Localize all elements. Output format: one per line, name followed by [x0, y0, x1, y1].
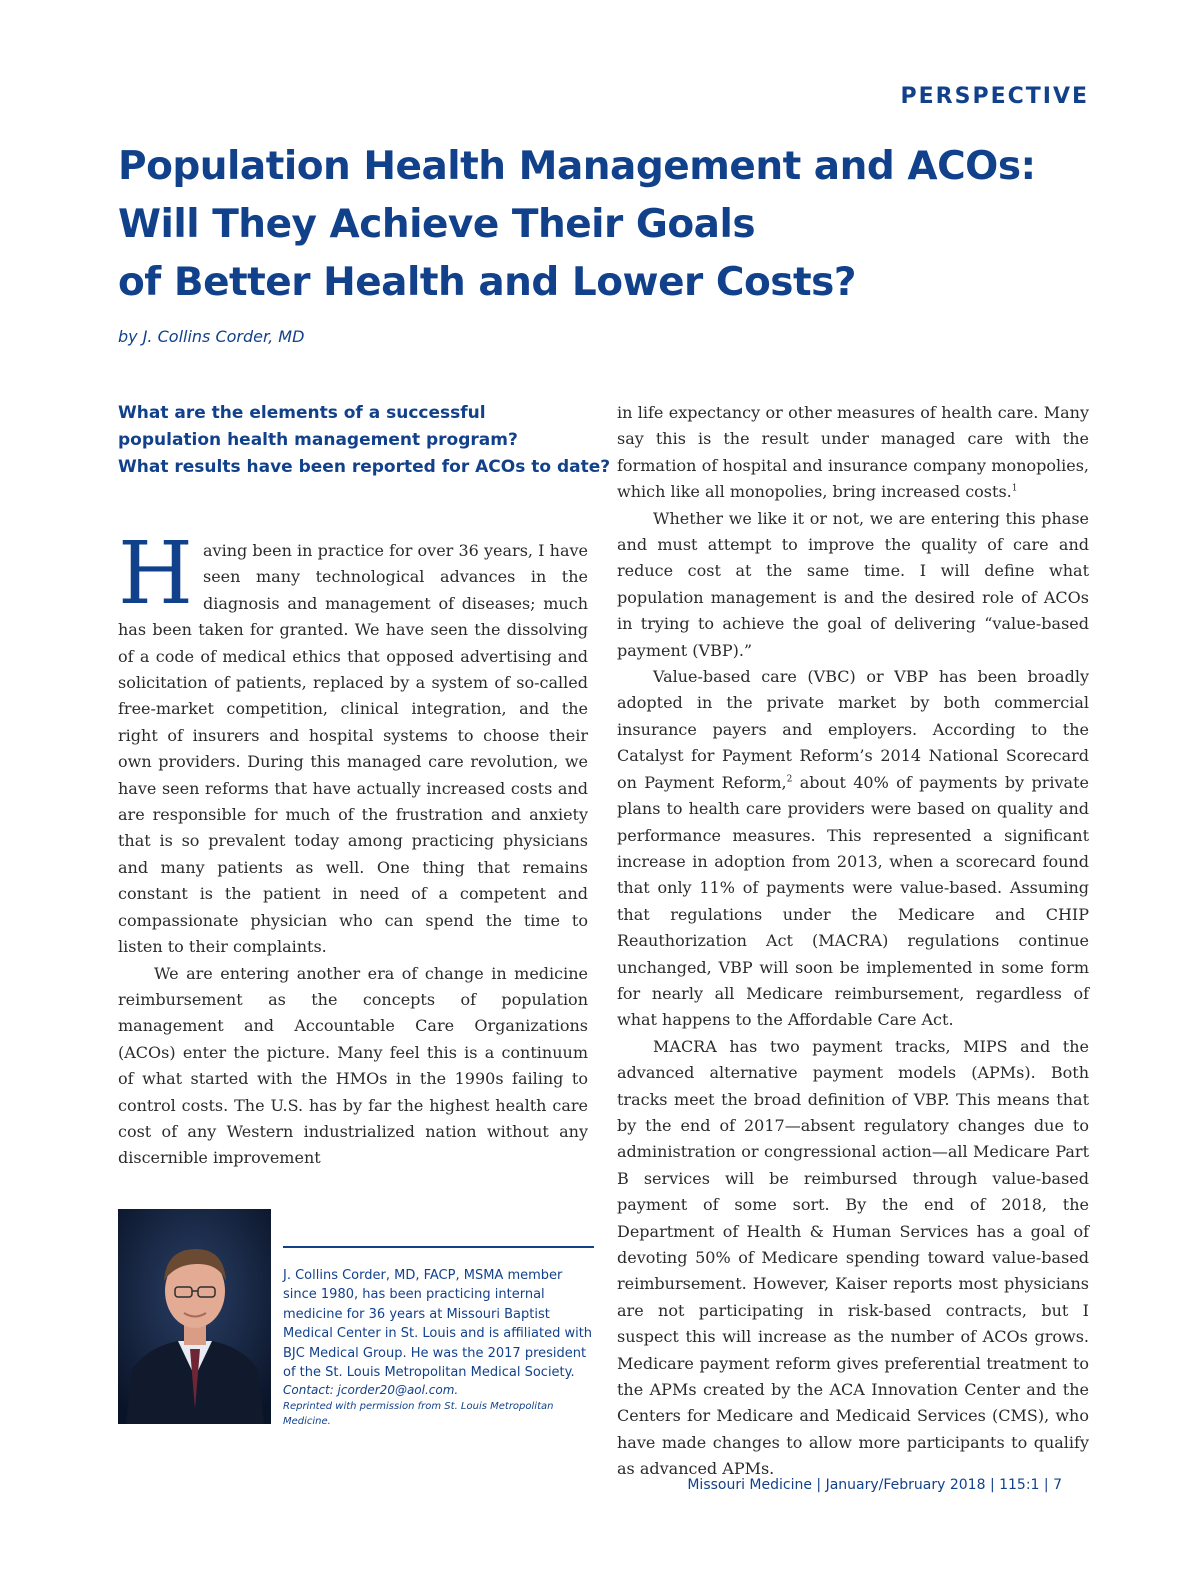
paragraph-text: Value-based care (VBC) or VBP has been broadly adopted in the private market by both commercial insurance payers and employers. According to the Catalyst for Payment Reform’s 2014 National Scorecard on Payment Reform, [617, 667, 1089, 792]
body-paragraph: MACRA has two payment tracks, MIPS and the advanced alternative payment models (APMs). Both tracks meet the broad definition of VBP. This means that by the end of 2017—absent regulatory changes due to administration or congressional action—all Medicare Part B services will be reimbursed through value-based payment of some sort. By the end of 2018, the Department of Health & Human Services has a goal of devoting 50% of Medicare spending toward value-based reimbursement. However, Kaiser reports most physicians are not participating in risk-based contracts, but I suspect this will increase as the number of ACOs grows. Medicare payment reform gives preferential treatment to the APMs created by the ACA Innovation Center and the Centers for Medicare and Medicaid Services (CMS), who have made changes to allow more participants to qualify as advanced APMs. [617, 1036, 1089, 1479]
bio-line: since 1980, has been practicing internal [283, 1287, 545, 1303]
title-line: Population Health Management and ACOs: [118, 144, 1036, 189]
body-paragraph [118, 524, 588, 961]
footnote-ref: 1 [1011, 483, 1018, 494]
bio-line: J. Collins Corder, MD, FACP, MSMA member [283, 1268, 563, 1283]
title-line: Will They Achieve Their Goals [118, 202, 756, 247]
body-paragraph: We are entering another era of change in medicine reimbursement as the concepts of population management and Accountable Care Organizations (ACOs) enter the picture. Many feel this is a continuum of what started with the HMOs in the 1990s failing to control costs. The U.S. has by far the highest health care cost of any Western industrialized nation without any discernible improvement [118, 963, 588, 1168]
standfirst [118, 400, 611, 481]
body-column-left [118, 524, 588, 1172]
paragraph-text: aving been in practice for over 36 years, I have seen many technological advances in the diagnosis and management of diseases; much has been taken for granted. We have seen the dissolving of a code of medical ethics that opposed advertising and solicitation of patients, replaced by a system of so-called free-market competition, clinical integration, and the right of insurers and hospital systems to choose their own providers. During this managed care revolution, we have seen reforms that have actually increased costs and are responsible for much of the frustration and anxiety that is so prevalent today among practicing physicians and many patients as well. One thing that remains constant is the patient in need of a competent and compassionate physician who can spend the time to listen to their complaints. [118, 541, 588, 957]
bio-divider [283, 1246, 594, 1248]
author-portrait-image [118, 1209, 271, 1424]
page-footer: Missouri Medicine | January/February 2018 | 115:1 | 7 [687, 1477, 1062, 1493]
standfirst-line: What results have been reported for ACOs to date? [118, 457, 611, 477]
standfirst-line: population health management program? [118, 430, 518, 450]
section-label: PERSPECTIVE [900, 84, 1089, 109]
bio-line: medicine for 36 years at Missouri Baptist [283, 1306, 550, 1322]
body-paragraph [617, 664, 1089, 1034]
body-paragraph [617, 400, 1089, 506]
bio-line: Medical Center in St. Louis and is affiliated with [283, 1326, 593, 1342]
byline: by J. Collins Corder, MD [118, 327, 305, 346]
drop-cap: H [118, 524, 193, 624]
author-bio [283, 1266, 595, 1429]
standfirst-line: What are the elements of a successful [118, 403, 486, 423]
paragraph-text: in life expectancy or other measures of health care. Many say this is the result under managed care with the formation of hospital and insurance company monopolies, which like all monopolies, bring increased costs. [617, 403, 1089, 502]
author-photo [118, 1209, 271, 1424]
title-line: of Better Health and Lower Costs? [118, 260, 856, 305]
body-column-right [617, 400, 1089, 1483]
paragraph-text: about 40% of payments by private plans to health care providers were based on quality and performance measures. This represented a significant increase in adoption from 2013, when a scorecard found that only 11% of payments were value-based. Assuming that regulations under the Medicare and CHIP Reauthorization Act (MACRA) regulations continue unchanged, VBP will soon be implemented in some form for nearly all Medicare reimbursement, regardless of what happens to the Affordable Care Act. [617, 772, 1089, 1030]
article-title [118, 138, 1058, 312]
body-paragraph: Whether we like it or not, we are entering this phase and must attempt to improve the quality of care and reduce cost at the same time. I will define what population management is and the desired role of ACOs in trying to achieve the goal of delivering “value-based payment (VBP).” [617, 508, 1089, 660]
author-contact: Contact: jcorder20@aol.com. [283, 1383, 459, 1398]
reprint-note: Reprinted with permission from St. Louis Metropolitan Medicine. [283, 1401, 554, 1428]
footnote-ref: 2 [786, 774, 793, 785]
bio-line: BJC Medical Group. He was the 2017 president [283, 1345, 587, 1361]
bio-line: of the St. Louis Metropolitan Medical Society. [283, 1365, 575, 1381]
